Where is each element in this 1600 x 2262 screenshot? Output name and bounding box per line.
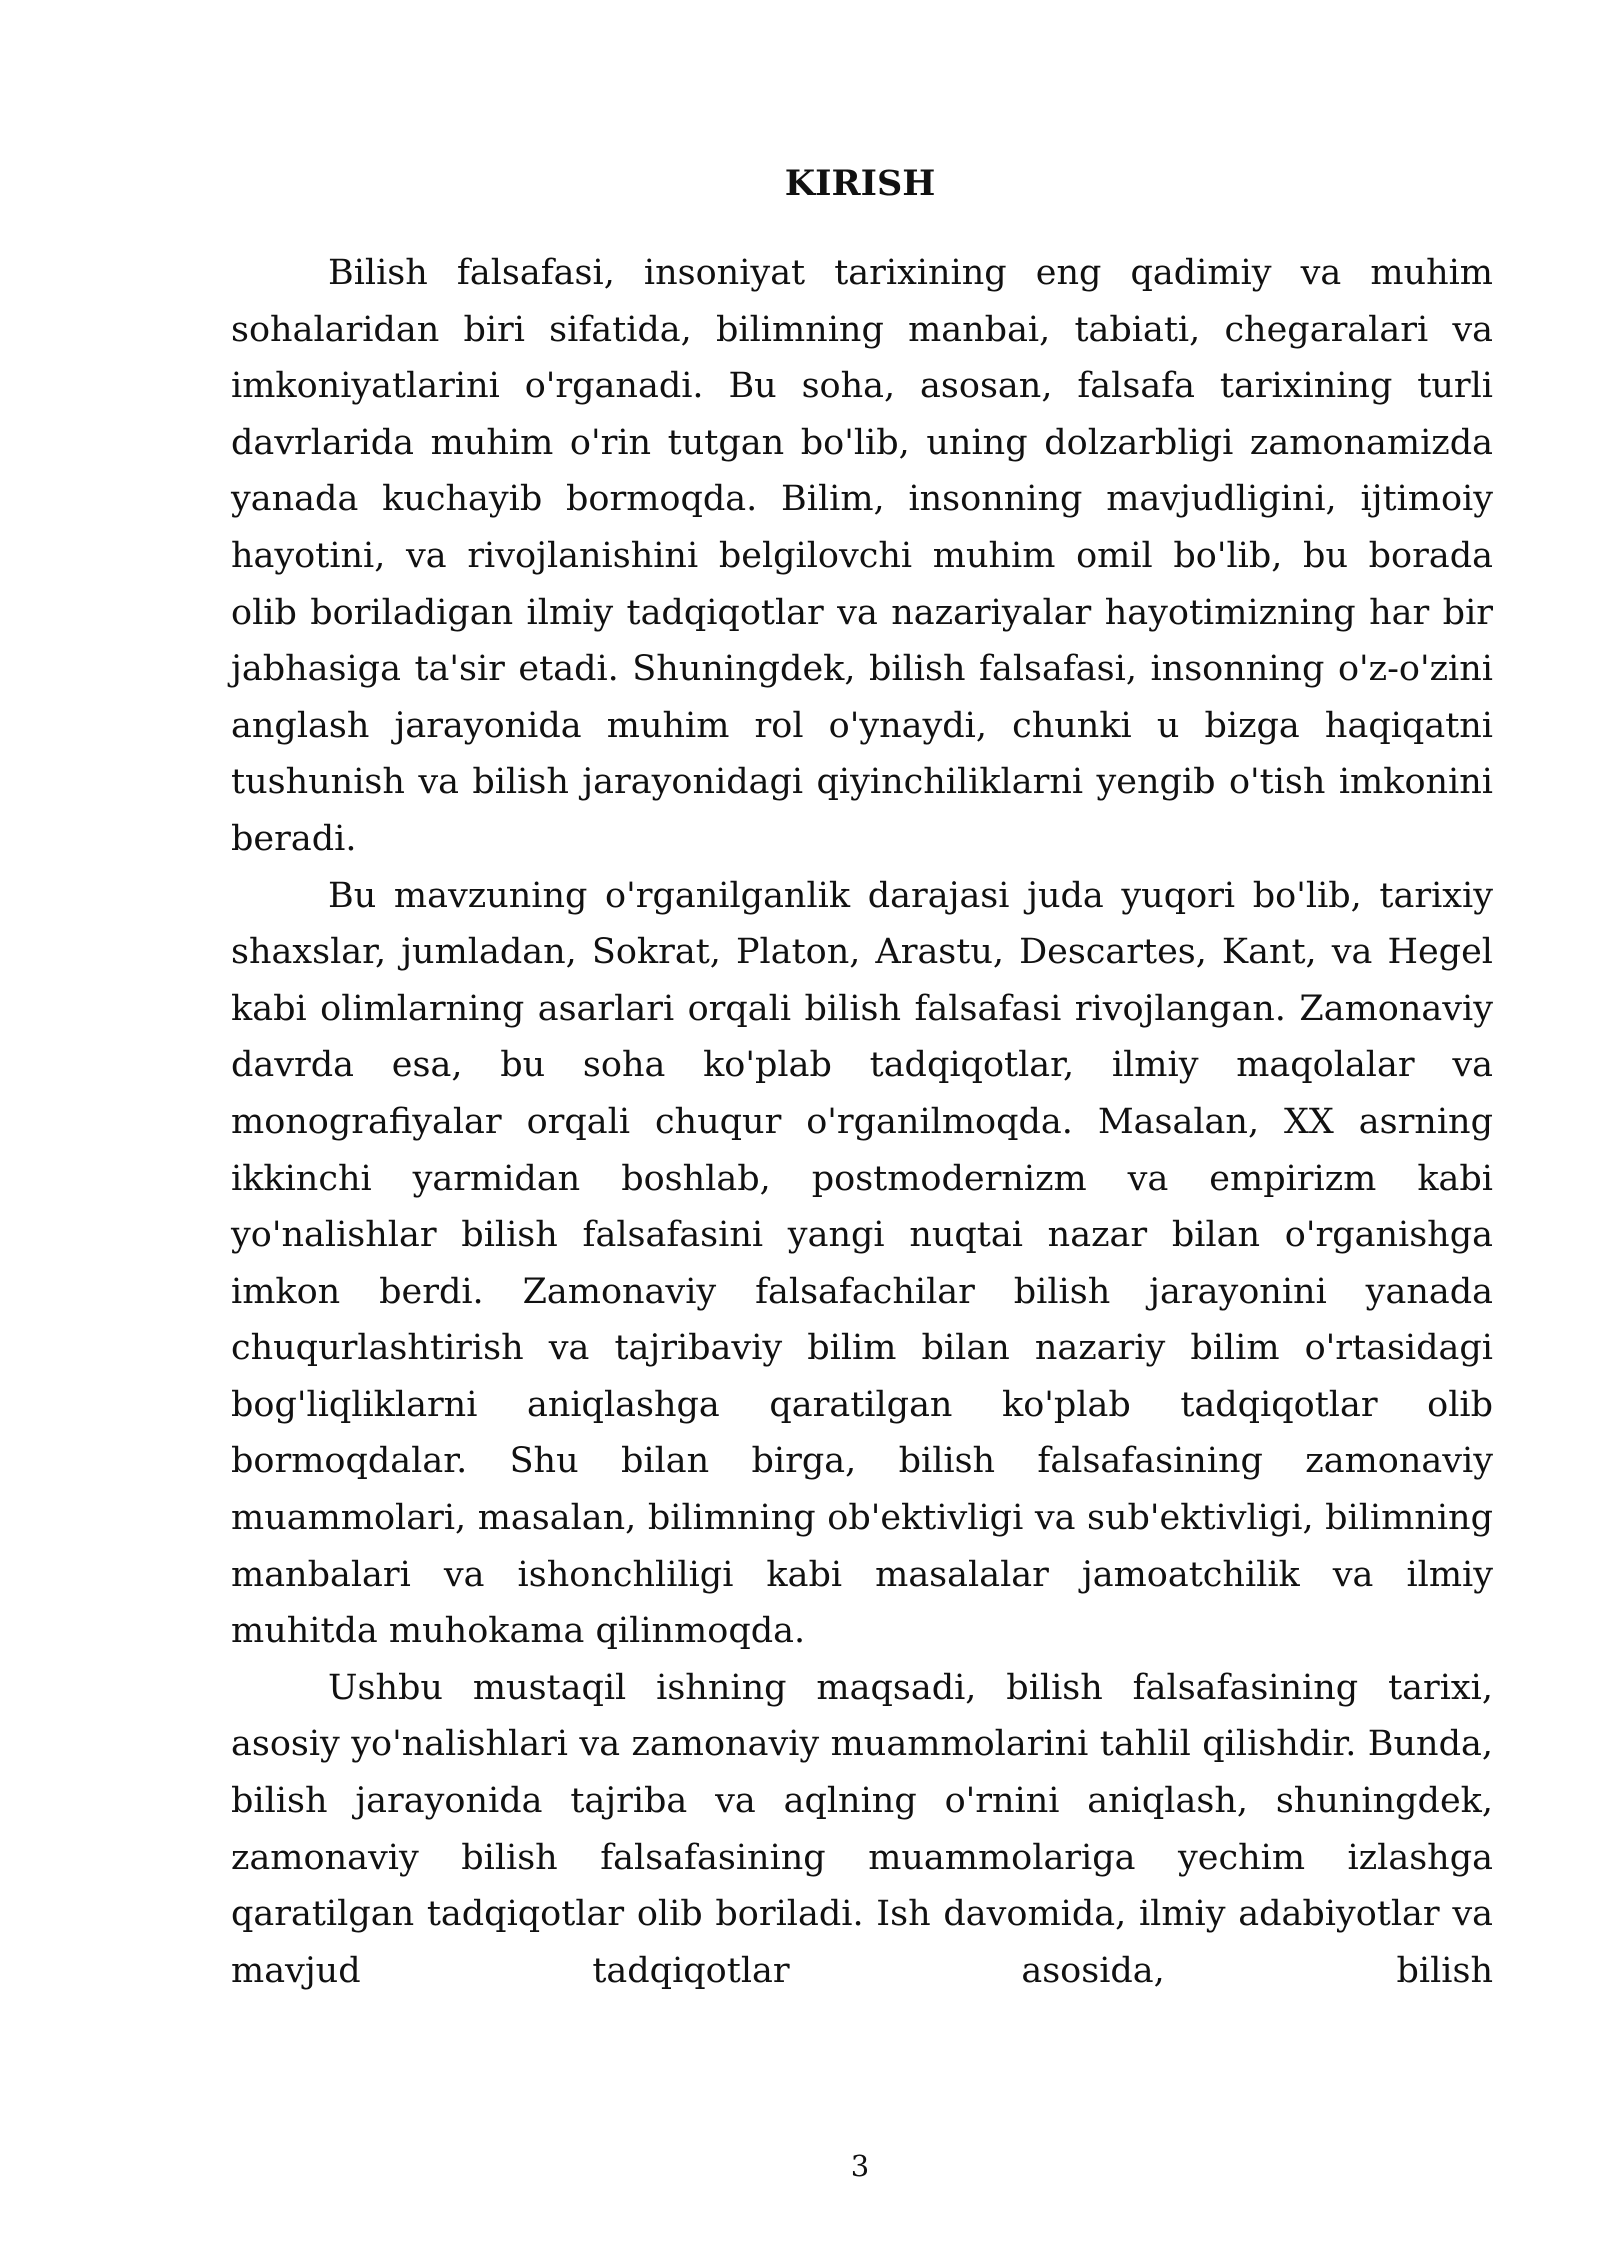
section-heading: KIRISH — [784, 163, 936, 204]
paragraph-1: Bilish falsafasi, insoniyat tarixining eng qadimiy va muhim sohalaridan biri sifatida, bilimning manbai, tabiati, chegaralari va imkoniyatlarini o'rganadi. Bu soha, asosan, falsafa tarixining turli davrlarida muhim o'rin tutgan bo'lib, uning dolzarbligi zamonamizda yanada kuchayib bormoqda. Bilim, insonning mavjudligini, ijtimoiy hayotini, va rivojlanishini belgilovchi muhim omil bo'lib, bu borada olib boriladigan ilmiy tadqiqotlar va nazariyalar hayotimizning har bir jabhasiga ta'sir etadi. Shuningdek, bilish falsafasi, insonning o'z-o'zini anglash jarayonida muhim rol o'ynaydi, chunki u bizga haqiqatni tushunish va bilish jarayonidagi qiyinchiliklarni yengib o'tish imkonini beradi. — [231, 253, 1493, 859]
page-number: 3 — [850, 2149, 870, 2183]
paragraph-3: Ushbu mustaqil ishning maqsadi, bilish falsafasining tarixi, asosiy yo'nalishlari va zamonaviy muammolarini tahlil qilishdir. Bunda, bilish jarayonida tajriba va aqlning o'rnini aniqlash, shuningdek, zamonaviy bilish falsafasining muammolariga yechim izlashga qaratilgan tadqiqotlar olib boriladi. Ish davomida, ilmiy adabiyotlar va mavjud tadqiqotlar asosida, bilish — [231, 1667, 1493, 1991]
paragraph-2: Bu mavzuning o'rganilganlik darajasi juda yuqori bo'lib, tarixiy shaxslar, jumladan, Sokrat, Platon, Arastu, Descartes, Kant, va Hegel kabi olimlarning asarlari orqali bilish falsafasi rivojlangan. Zamonaviy davrda esa, bu soha ko'plab tadqiqotlar, ilmiy maqolalar va monografiyalar orqali chuqur o'rganilmoqda. Masalan, XX asrning ikkinchi yarmidan boshlab, postmodernizm va empirizm kabi yo'nalishlar bilish falsafasini yangi nuqtai nazar bilan o'rganishga imkon berdi. Zamonaviy falsafachilar bilish jarayonini yanada chuqurlashtirish va tajribaviy bilim bilan nazariy bilim o'rtasidagi bog'liqliklarni aniqlashga qaratilgan ko'plab tadqiqotlar olib bormoqdalar. Shu bilan birga, bilish falsafasining zamonaviy muammolari, masalan, bilimning ob'ektivligi va sub'ektivligi, bilimning manbalari va ishonchliligi kabi masalalar jamoatchilik va ilmiy muhitda muhokama qilinmoqda. — [231, 875, 1493, 1652]
body-text — [231, 245, 1493, 1999]
